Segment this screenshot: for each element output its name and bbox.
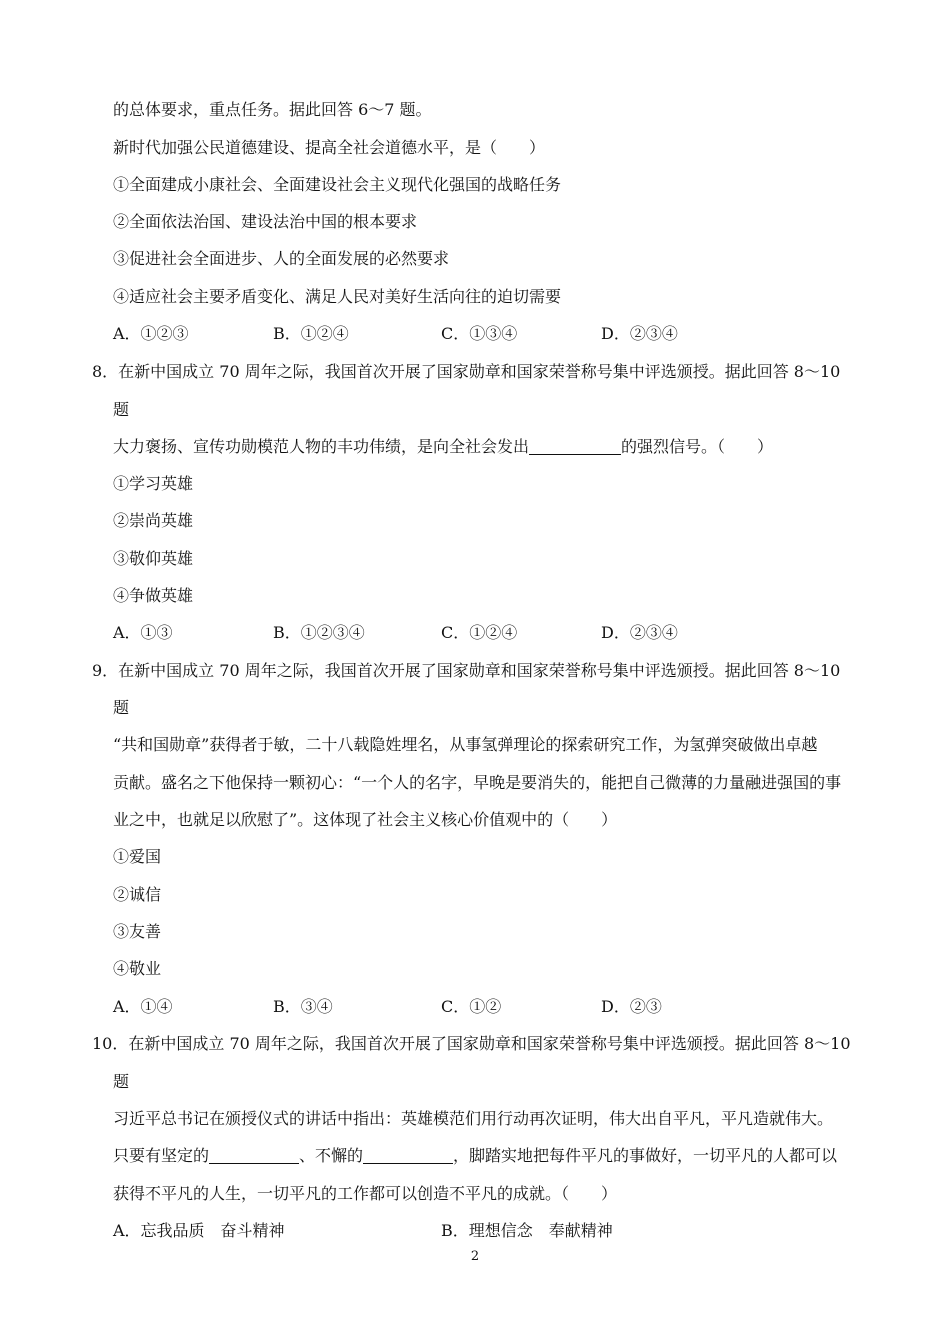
stem-text-a: 大力褒扬、宣传功勋模范人物的丰功伟绩，是向全社会发出 bbox=[113, 437, 530, 456]
option-b[interactable]: B．①②④ bbox=[273, 324, 349, 343]
para-text-c: ，脚踏实地把每件平凡的事做好，一切平凡的人都可以 bbox=[453, 1146, 838, 1165]
question-8-title: 8．在新中国成立 70 周年之际，我国首次开展了国家勋章和国家荣誉称号集中评选颁授。据此回答 8～10 bbox=[92, 362, 841, 381]
question-10-para-2 bbox=[113, 1146, 837, 1166]
statement-4: ④敬业 bbox=[113, 959, 162, 978]
option-c[interactable]: C．①③④ bbox=[441, 324, 518, 343]
option-c[interactable]: C．①② bbox=[441, 997, 502, 1016]
question-10-para-1: 习近平总书记在颁授仪式的讲话中指出：英雄模范们用行动再次证明，伟大出自平凡，平凡造就伟大。 bbox=[113, 1109, 834, 1128]
stem-text-b: 的强烈信号。（ ） bbox=[621, 437, 774, 456]
question-8-title-cont: 题 bbox=[113, 400, 130, 419]
question-8-stem bbox=[113, 437, 773, 457]
option-b[interactable]: B．①②③④ bbox=[273, 623, 365, 642]
page-number: 2 bbox=[470, 1249, 480, 1264]
statement-4: ④适应社会主要矛盾变化、满足人民对美好生活向往的迫切需要 bbox=[113, 287, 562, 306]
question-9-title: 9．在新中国成立 70 周年之际，我国首次开展了国家勋章和国家荣誉称号集中评选颁授。据此回答 8～10 bbox=[92, 661, 841, 680]
question-10-title: 10．在新中国成立 70 周年之际，我国首次开展了国家勋章和国家荣誉称号集中评选颁授。据此回答 8～10 bbox=[92, 1034, 851, 1053]
answer-options bbox=[113, 1221, 873, 1241]
option-d[interactable]: D．②③④ bbox=[601, 324, 678, 343]
intro-line: 的总体要求，重点任务。据此回答 6～7 题。 bbox=[113, 100, 432, 119]
question-9-para-2: 贡献。盛名之下他保持一颗初心：“一个人的名字，早晚是要消失的，能把自己微薄的力量融进强国的事 bbox=[113, 773, 842, 792]
option-a[interactable]: A．忘我品质 奋斗精神 bbox=[113, 1221, 285, 1240]
option-c[interactable]: C．①②④ bbox=[441, 623, 518, 642]
answer-options bbox=[113, 324, 873, 344]
question-9-title-cont: 题 bbox=[113, 698, 130, 717]
para-text-b: 、不懈的 bbox=[299, 1146, 364, 1165]
statement-3: ③敬仰英雄 bbox=[113, 549, 194, 568]
fill-blank bbox=[529, 438, 621, 455]
option-b[interactable]: B．理想信念 奉献精神 bbox=[441, 1221, 613, 1240]
option-a[interactable]: A．①②③ bbox=[113, 324, 189, 343]
statement-1: ①学习英雄 bbox=[113, 474, 194, 493]
statement-2: ②全面依法治国、建设法治中国的根本要求 bbox=[113, 212, 418, 231]
option-d[interactable]: D．②③ bbox=[601, 997, 662, 1016]
statement-3: ③友善 bbox=[113, 922, 162, 941]
question-stem: 新时代加强公民道德建设、提高全社会道德水平，是（ ） bbox=[113, 138, 546, 157]
answer-options bbox=[113, 997, 873, 1017]
question-9-para-1: “共和国勋章”获得者于敏，二十八载隐姓埋名，从事氢弹理论的探索研究工作，为氢弹突破做出卓越 bbox=[113, 735, 818, 754]
option-a[interactable]: A．①③ bbox=[113, 623, 173, 642]
para-text-a: 只要有坚定的 bbox=[113, 1146, 210, 1165]
option-b[interactable]: B．③④ bbox=[273, 997, 333, 1016]
option-a[interactable]: A．①④ bbox=[113, 997, 173, 1016]
statement-2: ②崇尚英雄 bbox=[113, 511, 194, 530]
statement-1: ①爱国 bbox=[113, 847, 162, 866]
statement-2: ②诚信 bbox=[113, 885, 162, 904]
statement-3: ③促进社会全面进步、人的全面发展的必然要求 bbox=[113, 249, 450, 268]
question-10-para-3: 获得不平凡的人生，一切平凡的工作都可以创造不平凡的成就。（ ） bbox=[113, 1184, 618, 1203]
answer-options bbox=[113, 623, 873, 643]
question-9-para-3: 业之中，也就足以欣慰了”。这体现了社会主义核心价值观中的（ ） bbox=[113, 810, 618, 829]
statement-4: ④争做英雄 bbox=[113, 586, 194, 605]
option-d[interactable]: D．②③④ bbox=[601, 623, 678, 642]
fill-blank-2 bbox=[363, 1147, 453, 1164]
fill-blank-1 bbox=[209, 1147, 299, 1164]
question-10-title-cont: 题 bbox=[113, 1072, 130, 1091]
statement-1: ①全面建成小康社会、全面建设社会主义现代化强国的战略任务 bbox=[113, 175, 562, 194]
